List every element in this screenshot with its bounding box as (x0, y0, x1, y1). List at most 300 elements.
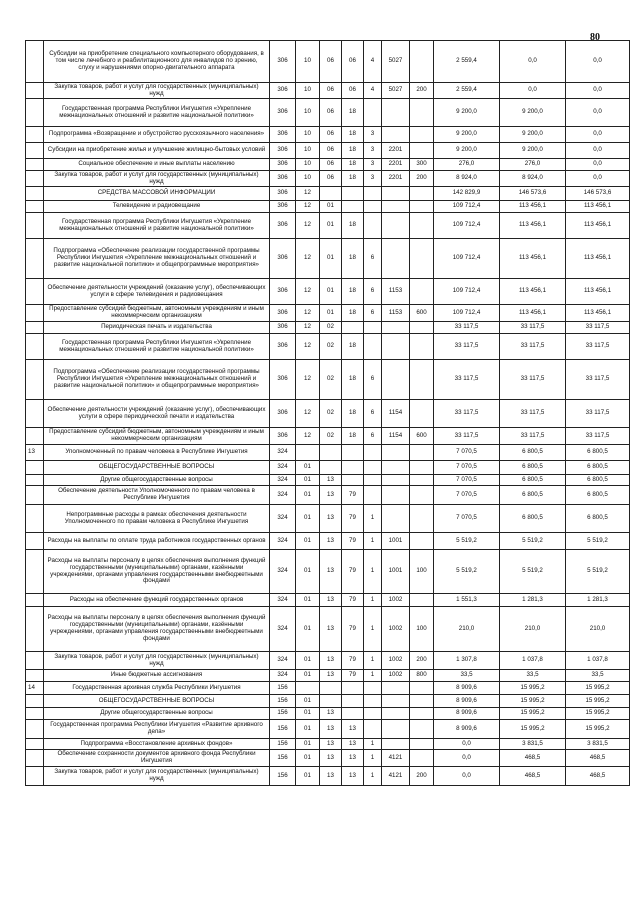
row-direction-code: 1001 (382, 550, 410, 594)
budget-table (25, 40, 630, 786)
row-value-year2: 8 924,0 (500, 171, 566, 187)
row-value-year1: 142 829,9 (434, 187, 500, 201)
row-subsection: 02 (320, 400, 342, 428)
row-section: 12 (296, 360, 320, 400)
row-program-code: 18 (342, 428, 364, 445)
row-subprogram-code (364, 445, 382, 461)
row-program-code: 18 (342, 127, 364, 143)
row-subsection: 13 (320, 670, 342, 682)
row-value-year3: 33 117,5 (566, 400, 630, 428)
row-number (26, 750, 44, 767)
row-program-code (342, 475, 364, 486)
row-name: Расходы на выплаты персоналу в целях обеспечения выполнения функций государственными (муниципальными) органами, казёнными учреждениями, органами управления государственными внебюджетными фондами (44, 550, 270, 594)
row-subprogram-code: 6 (364, 400, 382, 428)
row-value-year1: 7 070,5 (434, 505, 500, 533)
row-subsection: 02 (320, 428, 342, 445)
table-row (26, 461, 630, 475)
row-program-code (342, 695, 364, 708)
row-subsection (320, 187, 342, 201)
row-value-year3: 15 995,2 (566, 720, 630, 739)
row-section: 12 (296, 322, 320, 334)
row-value-year2: 6 800,5 (500, 505, 566, 533)
row-direction-code: 4121 (382, 767, 410, 786)
row-name: ОБЩЕГОСУДАРСТВЕННЫЕ ВОПРОСЫ (44, 695, 270, 708)
row-section: 01 (296, 533, 320, 550)
row-value-year1: 7 070,5 (434, 486, 500, 505)
row-direction-code: 2201 (382, 159, 410, 171)
row-expense-type (410, 708, 434, 720)
row-value-year1: 0,0 (434, 767, 500, 786)
row-value-year3: 113 456,1 (566, 279, 630, 305)
row-name: Непрограммные расходы в рамках обеспечения деятельности Уполномоченного по правам человека в Республике Ингушетия (44, 505, 270, 533)
row-grbs: 306 (270, 400, 296, 428)
row-value-year1: 9 200,0 (434, 127, 500, 143)
row-name: Государственная программа Республики Ингушетия «Укрепление межнациональных отношений и развитие национальной политики» (44, 99, 270, 127)
row-name: Подпрограмма «Обеспечение реализации государственной программы Республики Ингушетия «Укрепление межнациональных отношений и развитие национальной политики» и общепрограммные мероприятия» (44, 239, 270, 279)
row-section: 01 (296, 670, 320, 682)
row-expense-type (410, 127, 434, 143)
row-name: Подпрограмма «Восстановление архивных фондов» (44, 739, 270, 750)
row-grbs: 324 (270, 475, 296, 486)
table-row (26, 682, 630, 695)
row-subsection: 06 (320, 41, 342, 83)
row-subprogram-code: 3 (364, 159, 382, 171)
row-value-year2: 15 995,2 (500, 682, 566, 695)
row-direction-code (382, 720, 410, 739)
row-expense-type (410, 201, 434, 213)
table-row (26, 279, 630, 305)
row-expense-type (410, 187, 434, 201)
table-body (26, 41, 630, 786)
row-value-year1: 0,0 (434, 750, 500, 767)
row-subsection: 01 (320, 239, 342, 279)
row-value-year3: 1 281,3 (566, 594, 630, 607)
row-section (296, 445, 320, 461)
row-subsection (320, 695, 342, 708)
table-row (26, 739, 630, 750)
row-direction-code (382, 461, 410, 475)
row-program-code: 18 (342, 334, 364, 360)
row-number (26, 201, 44, 213)
row-subsection (320, 461, 342, 475)
row-value-year2: 113 456,1 (500, 201, 566, 213)
table-row (26, 99, 630, 127)
row-name: Субсидии на приобретение специального компьютерного оборудования, в том числе лечебного и реабилитационного для инвалидов по зрению, слуху и нарушениями опорно-двигательного аппарата (44, 41, 270, 83)
row-expense-type: 800 (410, 670, 434, 682)
row-subprogram-code: 1 (364, 533, 382, 550)
page-number: 80 (590, 32, 600, 43)
row-value-year3: 3 831,5 (566, 739, 630, 750)
row-expense-type (410, 486, 434, 505)
row-value-year1: 8 924,0 (434, 171, 500, 187)
row-value-year3: 0,0 (566, 41, 630, 83)
row-program-code: 79 (342, 594, 364, 607)
table-row (26, 360, 630, 400)
row-program-code: 13 (342, 720, 364, 739)
row-value-year2: 5 519,2 (500, 550, 566, 594)
row-value-year1: 8 909,6 (434, 695, 500, 708)
row-direction-code: 5027 (382, 83, 410, 99)
row-value-year2: 33 117,5 (500, 360, 566, 400)
row-value-year3: 6 800,5 (566, 475, 630, 486)
row-value-year3: 113 456,1 (566, 201, 630, 213)
row-value-year1: 109 712,4 (434, 279, 500, 305)
row-name: Подпрограмма «Возвращение и обустройство русскоязычного населения» (44, 127, 270, 143)
row-value-year2: 33 117,5 (500, 334, 566, 360)
row-subsection: 02 (320, 360, 342, 400)
row-name: Закупка товаров, работ и услуг для государственных (муниципальных) нужд (44, 767, 270, 786)
row-section: 12 (296, 334, 320, 360)
row-value-year1: 7 070,5 (434, 445, 500, 461)
row-section: 01 (296, 607, 320, 652)
row-program-code: 18 (342, 279, 364, 305)
row-number (26, 279, 44, 305)
row-value-year2: 210,0 (500, 607, 566, 652)
row-value-year1: 8 909,6 (434, 682, 500, 695)
row-value-year2: 6 800,5 (500, 475, 566, 486)
row-expense-type (410, 322, 434, 334)
row-value-year2: 113 456,1 (500, 213, 566, 239)
row-value-year2: 113 456,1 (500, 279, 566, 305)
row-section: 12 (296, 187, 320, 201)
row-subprogram-code: 3 (364, 143, 382, 159)
row-value-year1: 0,0 (434, 739, 500, 750)
row-name: Закупка товаров, работ и услуг для государственных (муниципальных) нужд (44, 83, 270, 99)
row-value-year3: 113 456,1 (566, 213, 630, 239)
row-number (26, 550, 44, 594)
row-subsection: 01 (320, 201, 342, 213)
row-grbs: 156 (270, 750, 296, 767)
row-direction-code: 1002 (382, 652, 410, 670)
row-value-year2: 113 456,1 (500, 305, 566, 322)
row-number (26, 607, 44, 652)
row-value-year1: 109 712,4 (434, 213, 500, 239)
row-direction-code: 1001 (382, 533, 410, 550)
row-expense-type (410, 239, 434, 279)
table-row (26, 171, 630, 187)
row-section: 01 (296, 708, 320, 720)
row-number (26, 400, 44, 428)
table-row (26, 334, 630, 360)
row-value-year1: 1 551,3 (434, 594, 500, 607)
row-value-year3: 33 117,5 (566, 428, 630, 445)
row-value-year3: 15 995,2 (566, 682, 630, 695)
row-name: Подпрограмма «Обеспечение реализации государственной программы Республики Ингушетия «Укрепление межнациональных отношений и развитие национальной политики» и общепрограммные мероприятия» (44, 360, 270, 400)
row-value-year2: 15 995,2 (500, 695, 566, 708)
row-subprogram-code (364, 322, 382, 334)
row-name: ОБЩЕГОСУДАРСТВЕННЫЕ ВОПРОСЫ (44, 461, 270, 475)
row-direction-code (382, 99, 410, 127)
row-value-year3: 468,5 (566, 767, 630, 786)
row-subprogram-code: 6 (364, 279, 382, 305)
row-expense-type (410, 695, 434, 708)
row-subprogram-code: 1 (364, 550, 382, 594)
row-subsection: 13 (320, 550, 342, 594)
row-value-year3: 33 117,5 (566, 334, 630, 360)
row-subprogram-code (364, 213, 382, 239)
row-subprogram-code (364, 99, 382, 127)
row-number (26, 695, 44, 708)
table-row (26, 607, 630, 652)
row-subsection: 13 (320, 720, 342, 739)
row-subsection: 06 (320, 83, 342, 99)
row-subsection: 06 (320, 159, 342, 171)
row-value-year1: 8 909,6 (434, 720, 500, 739)
row-name: Обеспечение сохранности документов архивного фонда Республики Ингушетия (44, 750, 270, 767)
row-number (26, 159, 44, 171)
row-section (296, 682, 320, 695)
row-subsection: 06 (320, 171, 342, 187)
row-value-year3: 0,0 (566, 159, 630, 171)
row-number (26, 708, 44, 720)
row-grbs: 156 (270, 767, 296, 786)
row-section: 12 (296, 400, 320, 428)
row-subsection: 01 (320, 213, 342, 239)
row-value-year2: 33 117,5 (500, 322, 566, 334)
row-value-year3: 113 456,1 (566, 305, 630, 322)
row-direction-code: 1002 (382, 607, 410, 652)
row-value-year1: 2 559,4 (434, 83, 500, 99)
row-value-year3: 1 037,8 (566, 652, 630, 670)
row-number (26, 475, 44, 486)
row-number (26, 187, 44, 201)
row-subprogram-code (364, 461, 382, 475)
row-grbs: 324 (270, 550, 296, 594)
row-value-year3: 0,0 (566, 83, 630, 99)
row-value-year3: 5 519,2 (566, 550, 630, 594)
row-number (26, 767, 44, 786)
row-program-code: 79 (342, 486, 364, 505)
row-grbs: 324 (270, 445, 296, 461)
row-name: Закупка товаров, работ и услуг для государственных (муниципальных) нужд (44, 652, 270, 670)
row-number (26, 486, 44, 505)
row-subprogram-code: 3 (364, 171, 382, 187)
row-subprogram-code: 1 (364, 767, 382, 786)
row-name: Телевидение и радиовещание (44, 201, 270, 213)
row-direction-code (382, 201, 410, 213)
row-name: Другие общегосударственные вопросы (44, 708, 270, 720)
row-grbs: 324 (270, 607, 296, 652)
row-number (26, 652, 44, 670)
row-value-year3: 0,0 (566, 127, 630, 143)
row-value-year2: 15 995,2 (500, 720, 566, 739)
row-value-year3: 33,5 (566, 670, 630, 682)
row-section: 10 (296, 171, 320, 187)
row-value-year3: 6 800,5 (566, 486, 630, 505)
row-number (26, 213, 44, 239)
row-direction-code (382, 505, 410, 533)
row-subprogram-code: 4 (364, 41, 382, 83)
row-value-year2: 9 200,0 (500, 127, 566, 143)
row-subprogram-code: 1 (364, 739, 382, 750)
row-number (26, 360, 44, 400)
row-value-year1: 33 117,5 (434, 334, 500, 360)
table-row (26, 670, 630, 682)
row-value-year2: 1 037,8 (500, 652, 566, 670)
table-row (26, 505, 630, 533)
row-value-year3: 6 800,5 (566, 505, 630, 533)
row-section: 10 (296, 143, 320, 159)
row-number (26, 127, 44, 143)
row-direction-code: 1002 (382, 594, 410, 607)
row-program-code: 79 (342, 652, 364, 670)
row-name: СРЕДСТВА МАССОВОЙ ИНФОРМАЦИИ (44, 187, 270, 201)
row-subprogram-code (364, 201, 382, 213)
row-subprogram-code: 1 (364, 607, 382, 652)
row-name: Уполномоченный по правам человека в Республике Ингушетия (44, 445, 270, 461)
row-value-year2: 468,5 (500, 767, 566, 786)
row-program-code (342, 461, 364, 475)
row-subprogram-code (364, 708, 382, 720)
table-row (26, 322, 630, 334)
row-section: 12 (296, 305, 320, 322)
row-section: 10 (296, 99, 320, 127)
table-row (26, 213, 630, 239)
row-number (26, 322, 44, 334)
row-value-year2: 146 573,6 (500, 187, 566, 201)
row-subsection: 13 (320, 533, 342, 550)
row-section: 01 (296, 550, 320, 594)
row-value-year1: 33,5 (434, 670, 500, 682)
row-grbs: 306 (270, 127, 296, 143)
row-program-code: 18 (342, 99, 364, 127)
row-direction-code (382, 127, 410, 143)
row-value-year2: 33 117,5 (500, 428, 566, 445)
row-value-year2: 9 200,0 (500, 99, 566, 127)
row-expense-type: 600 (410, 305, 434, 322)
row-value-year3: 15 995,2 (566, 695, 630, 708)
row-value-year2: 0,0 (500, 41, 566, 83)
row-subsection (320, 445, 342, 461)
row-subprogram-code: 6 (364, 360, 382, 400)
table-row (26, 486, 630, 505)
row-direction-code (382, 475, 410, 486)
row-expense-type (410, 279, 434, 305)
row-program-code (342, 445, 364, 461)
row-subprogram-code: 3 (364, 127, 382, 143)
row-value-year1: 1 307,8 (434, 652, 500, 670)
row-direction-code: 1153 (382, 279, 410, 305)
row-number: 13 (26, 445, 44, 461)
row-subsection: 13 (320, 475, 342, 486)
row-value-year3: 468,5 (566, 750, 630, 767)
row-direction-code (382, 682, 410, 695)
row-expense-type: 200 (410, 171, 434, 187)
row-value-year1: 33 117,5 (434, 428, 500, 445)
row-expense-type: 100 (410, 550, 434, 594)
row-name: Обеспечение деятельности учреждений (оказание услуг), обеспечивающих услуги в сфере телевидения и радиовещания (44, 279, 270, 305)
row-value-year1: 5 519,2 (434, 550, 500, 594)
row-name: Субсидии на приобретение жилья и улучшение жилищно-бытовых условий (44, 143, 270, 159)
row-expense-type (410, 739, 434, 750)
row-subsection: 02 (320, 322, 342, 334)
row-grbs: 306 (270, 213, 296, 239)
row-program-code (342, 322, 364, 334)
row-value-year2: 468,5 (500, 750, 566, 767)
row-program-code: 79 (342, 550, 364, 594)
row-program-code: 06 (342, 41, 364, 83)
row-expense-type (410, 400, 434, 428)
row-expense-type: 200 (410, 83, 434, 99)
row-value-year3: 33 117,5 (566, 360, 630, 400)
row-subprogram-code: 4 (364, 83, 382, 99)
row-number (26, 239, 44, 279)
row-grbs: 306 (270, 201, 296, 213)
row-name: Государственная программа Республики Ингушетия «Укрепление межнациональных отношений и развитие национальной политики» (44, 213, 270, 239)
row-subsection: 02 (320, 334, 342, 360)
row-grbs: 306 (270, 428, 296, 445)
row-value-year1: 9 200,0 (434, 143, 500, 159)
row-direction-code (382, 213, 410, 239)
row-section: 12 (296, 428, 320, 445)
row-number (26, 428, 44, 445)
row-program-code: 18 (342, 360, 364, 400)
row-subsection: 01 (320, 305, 342, 322)
row-section: 01 (296, 720, 320, 739)
row-value-year3: 5 519,2 (566, 533, 630, 550)
row-program-code: 79 (342, 670, 364, 682)
row-program-code: 18 (342, 143, 364, 159)
row-value-year1: 7 070,5 (434, 475, 500, 486)
row-grbs: 324 (270, 594, 296, 607)
row-grbs: 306 (270, 171, 296, 187)
row-section: 10 (296, 127, 320, 143)
row-value-year1: 109 712,4 (434, 305, 500, 322)
row-grbs: 156 (270, 739, 296, 750)
row-direction-code: 4121 (382, 750, 410, 767)
table-row (26, 445, 630, 461)
row-direction-code (382, 486, 410, 505)
row-number (26, 739, 44, 750)
table-row (26, 83, 630, 99)
row-value-year2: 33,5 (500, 670, 566, 682)
row-grbs: 324 (270, 533, 296, 550)
row-name: Другие общегосударственные вопросы (44, 475, 270, 486)
row-subprogram-code: 1 (364, 750, 382, 767)
row-value-year2: 33 117,5 (500, 400, 566, 428)
row-value-year3: 33 117,5 (566, 322, 630, 334)
row-value-year3: 6 800,5 (566, 445, 630, 461)
row-direction-code (382, 708, 410, 720)
row-program-code: 13 (342, 739, 364, 750)
row-program-code: 79 (342, 505, 364, 533)
row-value-year1: 33 117,5 (434, 360, 500, 400)
table-row (26, 428, 630, 445)
row-value-year1: 109 712,4 (434, 239, 500, 279)
row-section: 12 (296, 279, 320, 305)
row-section: 01 (296, 461, 320, 475)
row-direction-code: 1154 (382, 400, 410, 428)
row-subprogram-code: 6 (364, 305, 382, 322)
row-program-code: 79 (342, 533, 364, 550)
row-number (26, 720, 44, 739)
row-number (26, 670, 44, 682)
row-value-year3: 146 573,6 (566, 187, 630, 201)
row-subsection: 06 (320, 99, 342, 127)
row-program-code: 18 (342, 213, 364, 239)
table-row (26, 127, 630, 143)
row-subprogram-code: 6 (364, 239, 382, 279)
row-expense-type (410, 594, 434, 607)
row-value-year1: 8 909,6 (434, 708, 500, 720)
row-number (26, 305, 44, 322)
row-section: 01 (296, 767, 320, 786)
row-section: 10 (296, 83, 320, 99)
row-grbs: 156 (270, 682, 296, 695)
row-section: 10 (296, 41, 320, 83)
row-value-year2: 113 456,1 (500, 239, 566, 279)
row-program-code (342, 187, 364, 201)
